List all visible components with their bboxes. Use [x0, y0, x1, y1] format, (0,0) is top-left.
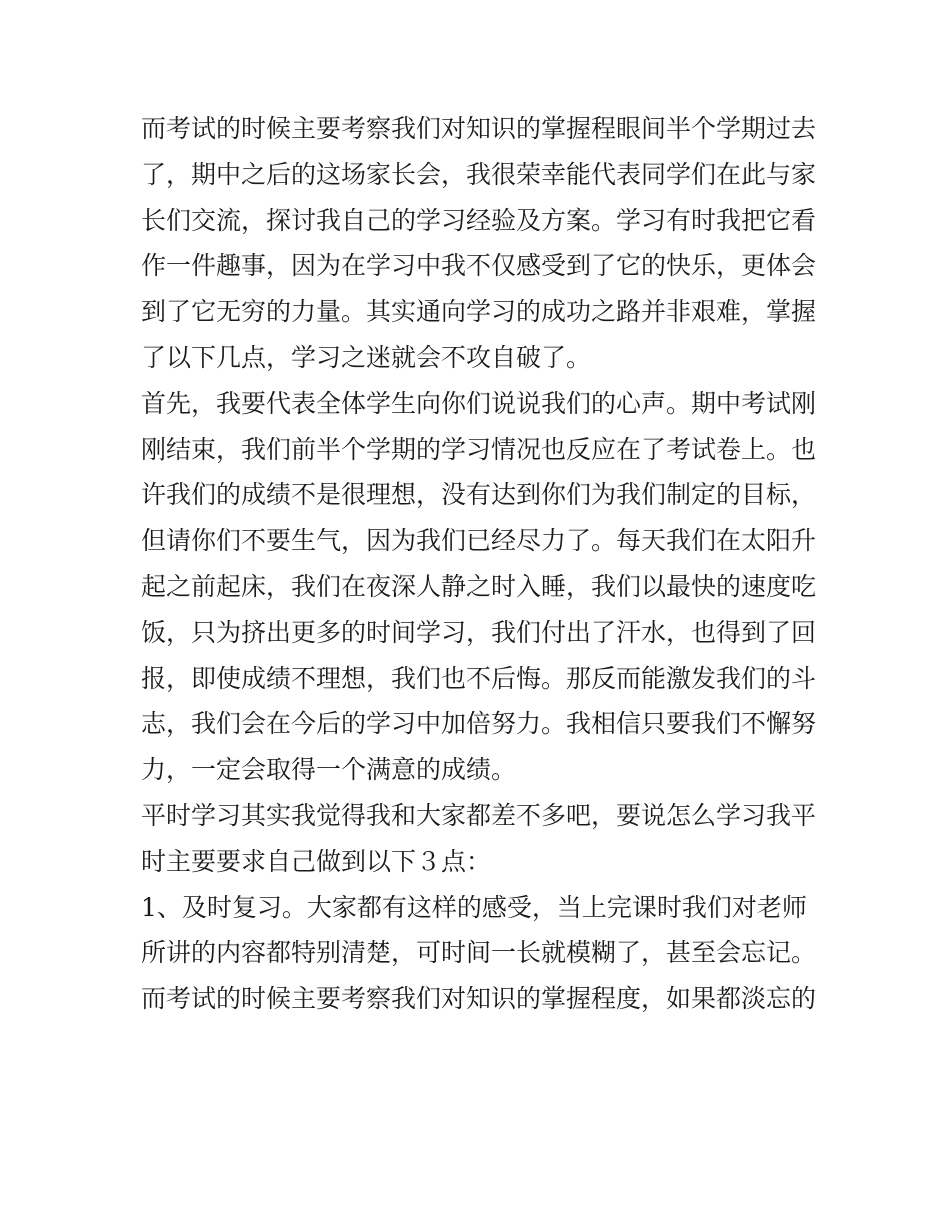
- text-line: 到了它无穷的力量。其实通向学习的成功之路并非艰难，掌握: [141, 297, 817, 327]
- text-line: 时主要要求自己做到以下３点：: [141, 846, 492, 876]
- text-line: 力，一定会取得一个满意的成绩。: [141, 755, 517, 785]
- text-line: 了，期中之后的这场家长会，我很荣幸能代表同学们在此与家: [141, 159, 817, 189]
- document-body: [141, 106, 821, 1022]
- text-line: 报，即使成绩不理想，我们也不后悔。那反而能激发我们的斗: [141, 663, 817, 693]
- text-line: 首先，我要代表全体学生向你们说说我们的心声。期中考试刚: [141, 388, 817, 418]
- text-line: 1、及时复习。大家都有这样的感受，当上完课时我们对老师: [141, 892, 807, 922]
- text-line: 志，我们会在今后的学习中加倍努力。我相信只要我们不懈努: [141, 709, 817, 739]
- text-line: 长们交流，探讨我自己的学习经验及方案。学习有时我把它看: [141, 205, 817, 235]
- text-line: 许我们的成绩不是很理想，没有达到你们为我们制定的目标，: [141, 480, 817, 510]
- text-line: 起之前起床，我们在夜深人静之时入睡，我们以最快的速度吃: [141, 571, 817, 601]
- text-line: 刚结束，我们前半个学期的学习情况也反应在了考试卷上。也: [141, 434, 817, 464]
- text-line: 所讲的内容都特别清楚，可时间一长就模糊了，甚至会忘记。: [141, 938, 817, 968]
- text-line: 而考试的时候主要考察我们对知识的掌握程度，如果都淡忘的: [141, 984, 817, 1014]
- text-line: 平时学习其实我觉得我和大家都差不多吧，要说怎么学习我平: [141, 800, 817, 830]
- text-line: 但请你们不要生气，因为我们已经尽力了。每天我们在太阳升: [141, 526, 817, 556]
- text-line: 作一件趣事，因为在学习中我不仅感受到了它的快乐，更体会: [141, 251, 817, 281]
- text-line: 了以下几点，学习之迷就会不攻自破了。: [141, 342, 592, 372]
- text-line: 而考试的时候主要考察我们对知识的掌握程眼间半个学期过去: [141, 114, 817, 143]
- text-line: 饭，只为挤出更多的时间学习，我们付出了汗水，也得到了回: [141, 617, 817, 647]
